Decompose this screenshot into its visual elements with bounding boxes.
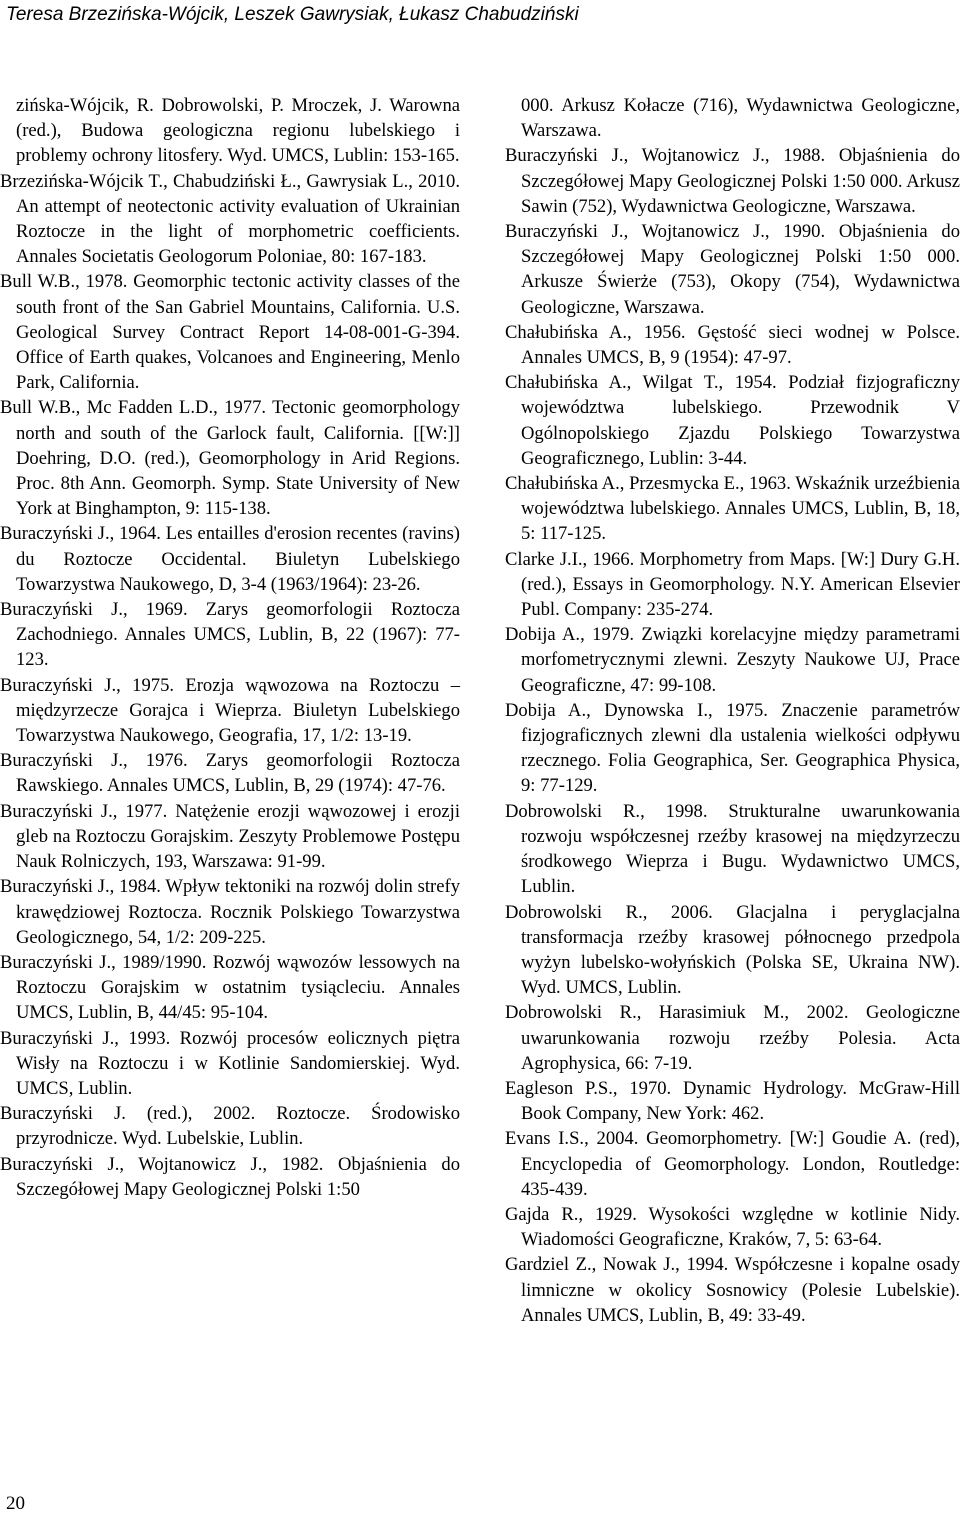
- reference-entry: zińska-Wójcik, R. Dobrowolski, P. Mroczek, J. Warowna (red.), Budowa geologiczna regionu lubelskiego i problemy ochrony litosfery. Wyd. UMCS, Lublin: 153-165.: [16, 95, 460, 167]
- reference-entry: Buraczyński J., 1964. Les entailles d'erosion recentes (ravins) du Roztocze Occidental. Biuletyn Lubelskiego Towarzystwa Naukowego, D, 3-4 (1963/1964): 23-26.: [0, 523, 460, 595]
- reference-entry: Dobija A., Dynowska I., 1975. Znaczenie parametrów fizjograficznych zlewni dla ustalenia wielkości odpływu rzecznego. Folia Geographica, Ser. Geographica Physica, 9: 77-129.: [505, 699, 960, 797]
- reference-entry: Buraczyński J., 1969. Zarys geomorfologii Roztocza Zachodniego. Annales UMCS, Lublin, B, 22 (1967): 77-123.: [0, 599, 460, 671]
- page-number: 20: [6, 1493, 25, 1514]
- reference-entry: Buraczyński J., 1976. Zarys geomorfologii Roztocza Rawskiego. Annales UMCS, Lublin, B, 29 (1974): 47-76.: [0, 750, 460, 797]
- reference-entry: Buraczyński J., 1975. Erozja wąwozowa na Roztoczu – międzyrzecze Gorajca i Wieprza. Biuletyn Lubelskiego Towarzystwa Naukowego, Geografia, 17, 1/2: 13-19.: [0, 674, 460, 747]
- reference-entry-continued: 000. Arkusz Kołacze (716), Wydawnictwa Geologiczne, Warszawa.: [521, 95, 960, 142]
- reference-entry: Buraczyński J., Wojtanowicz J., 1988. Objaśnienia do Szczegółowej Mapy Geologicznej Polski 1:50 000. Arkusz Sawin (752), Wydawnictwa Geologiczne, Warszawa.: [505, 145, 960, 217]
- reference-entry: Buraczyński J., Wojtanowicz J., 1990. Objaśnienia do Szczegółowej Mapy Geologicznej Polski 1:50 000. Arkusze Świerże (753), Okopy (754), Wydawnictwa Geologiczne, Warszawa.: [505, 221, 960, 318]
- running-header: Teresa Brzezińska-Wójcik, Leszek Gawrysiak, Łukasz Chabudziński: [6, 4, 579, 25]
- reference-entry: Bull W.B., Mc Fadden L.D., 1977. Tectonic geomorphology north and south of the Garlock fault, California. [[W:]] Doehring, D.O. (red.), Geomorphology in Arid Regions. Proc. 8th Ann. Geomorph. Symp. State University of New York at Binghampton, 9: 115-138.: [0, 397, 460, 520]
- reference-entry: Eagleson P.S., 1970. Dynamic Hydrology. McGraw-Hill Book Company, New York: 462.: [505, 1077, 960, 1125]
- reference-entry: Dobrowolski R., Harasimiuk M., 2002. Geologiczne uwarunkowania rozwoju rzeźby Polesia. Acta Agrophysica, 66: 7-19.: [505, 1002, 960, 1074]
- reference-entry: Brzezińska-Wójcik T., Chabudziński Ł., Gawrysiak L., 2010. An attempt of neotectonic activity evaluation of Ukrainian Roztocze in the light of morphometric coefficients. Annales Societatis Geologorum Poloniae, 80: 167-183.: [0, 170, 460, 268]
- reference-entry: Evans I.S., 2004. Geomorphometry. [W:] Goudie A. (red), Encyclopedia of Geomorphology. London, Routledge: 435-439.: [505, 1128, 960, 1200]
- reference-entry: Chałubińska A., 1956. Gęstość sieci wodnej w Polsce. Annales UMCS, B, 9 (1954): 47-97.: [505, 321, 960, 369]
- reference-entry: Bull W.B., 1978. Geomorphic tectonic activity classes of the south front of the San Gabriel Mountains, California. U.S. Geological Survey Contract Report 14-08-001-G-394. Office of Earth quakes, Volcanoes and Engineering, Menlo Park, California.: [0, 271, 460, 394]
- reference-entry: Buraczyński J., 1977. Natężenie erozji wąwozowej i erozji gleb na Roztoczu Gorajskim. Zeszyty Problemowe Postępu Nauk Rolniczych, 193, Warszawa: 91-99.: [0, 800, 460, 873]
- reference-entry: Buraczyński J., 1984. Wpływ tektoniki na rozwój dolin strefy krawędziowej Roztocza. Rocznik Polskiego Towarzystwa Geologicznego, 54, 1/2: 209-225.: [0, 876, 460, 948]
- reference-entry: Dobija A., 1979. Związki korelacyjne między parametrami morfometrycznymi zlewni. Zeszyty Naukowe UJ, Prace Geograficzne, 47: 99-108.: [505, 624, 960, 696]
- reference-entry: Gajda R., 1929. Wysokości względne w kotlinie Nidy. Wiadomości Geograficzne, Kraków, 7, 5: 63-64.: [505, 1203, 960, 1251]
- reference-entry: Chałubińska A., Wilgat T., 1954. Podział fizjograficzny województwa lubelskiego. Przewodnik V Ogólnopolskiego Zjazdu Polskiego Towarzystwa Geograficznego, Lublin: 3-44.: [505, 372, 960, 469]
- references-right-column: [505, 93, 960, 1328]
- reference-entry: Gardziel Z., Nowak J., 1994. Współczesne i kopalne osady limniczne w okolicy Sosnowicy (Polesie Lubelskie). Annales UMCS, Lublin, B, 49: 33-49.: [505, 1254, 960, 1326]
- reference-entry: Buraczyński J. (red.), 2002. Roztocze. Środowisko przyrodnicze. Wyd. Lubelskie, Lublin.: [0, 1103, 460, 1150]
- reference-entry: Dobrowolski R., 1998. Strukturalne uwarunkowania rozwoju współczesnej rzeźby krasowej na międzyrzeczu środkowego Wieprza i Bugu. Wydawnictwo UMCS, Lublin.: [505, 800, 960, 898]
- reference-entry: Chałubińska A., Przesmycka E., 1963. Wskaźnik urzeźbienia województwa lubelskiego. Annales UMCS, Lublin, B, 18, 5: 117-125.: [505, 473, 960, 545]
- reference-entry: Buraczyński J., Wojtanowicz J., 1982. Objaśnienia do Szczegółowej Mapy Geologicznej Polski 1:50: [0, 1153, 460, 1200]
- reference-entry: Clarke J.I., 1966. Morphometry from Maps. [W:] Dury G.H. (red.), Essays in Geomorphology. N.Y. American Elsevier Publ. Company: 235-274.: [505, 548, 960, 621]
- reference-entry: Dobrowolski R., 2006. Glacjalna i peryglacjalna transformacja rzeźby krasowej północnego przedpola wyżyn lubelsko-wołyńskich (Polska SE, Ukraina NW). Wyd. UMCS, Lublin.: [505, 901, 960, 999]
- reference-entry: Buraczyński J., 1989/1990. Rozwój wąwozów lessowych na Roztoczu Gorajskim w ostatnim tysiącleciu. Annales UMCS, Lublin, B, 44/45: 95-104.: [0, 951, 460, 1024]
- references-left-column: [0, 93, 460, 1202]
- reference-entry: Buraczyński J., 1993. Rozwój procesów eolicznych piętra Wisły na Roztoczu i w Kotlinie Sandomierskiej. Wyd. UMCS, Lublin.: [0, 1027, 460, 1099]
